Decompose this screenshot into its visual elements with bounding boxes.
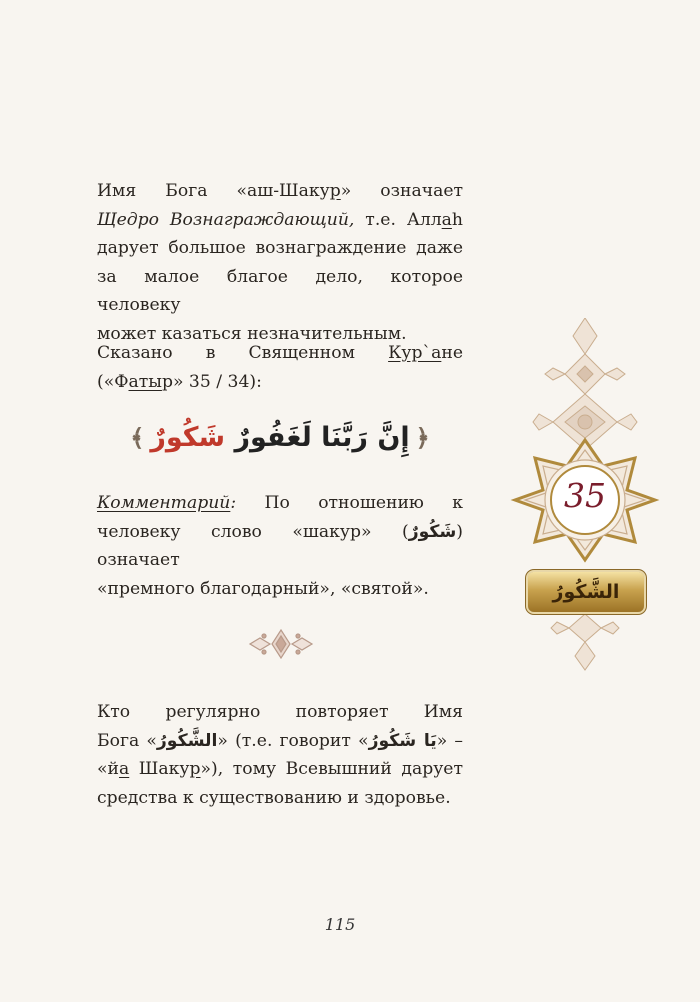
p3-line-3: «премного благодарный», «святой».	[97, 578, 429, 599]
p3-line-2: человеку слово «шакур» (شَكُورٌ) означает	[97, 521, 463, 570]
p2-line-1: Сказано в Священном Кур`ане	[97, 343, 463, 363]
ornament-divider-icon	[246, 626, 316, 662]
paragraph-commentary	[97, 489, 463, 603]
p3-line-1: Комментарий: По отношению к	[97, 493, 463, 513]
ayah-open-bracket: ﴿	[415, 424, 430, 452]
page-number: 115	[324, 915, 356, 934]
paragraph-name-meaning	[97, 177, 463, 348]
name-number: 35	[564, 476, 606, 515]
name-plate-arabic: الشَّكُورُ	[528, 572, 644, 612]
p1-line-4: за малое благое дело, которое человеку	[97, 266, 463, 315]
p1-line-3: дарует большое вознаграждение даже	[97, 238, 463, 258]
ayah-close-bracket: ﴾	[130, 424, 145, 452]
paragraph-quran-reference	[97, 339, 463, 396]
ayah-highlight-word: شَكُورٌ	[150, 422, 226, 453]
p2-line-2: («Фатыр» 35 / 34):	[97, 371, 262, 392]
commentary-label: Комментарий	[97, 493, 231, 513]
paragraph-recitation	[97, 698, 463, 812]
p4-line-1: Кто регулярно повторяет Имя	[97, 702, 463, 722]
p1-line-2: Щедро Вознаграждающий, т.е. Аллаh	[97, 209, 463, 230]
p4-line-3: «йа Шакур»), тому Всевышний дарует	[97, 759, 463, 779]
p1-line-1: Имя Бога «аш-Шакур» означает	[97, 181, 463, 201]
p4-line-2: Бога «الشَّكُورُ» (т.е. говорит «يَا شَكُورُ» –	[97, 730, 463, 751]
p4-line-4: средства к существованию и здоровье.	[97, 787, 451, 808]
p1-line-5: может казаться незначительным.	[97, 323, 407, 344]
ayah-main-text: إِنَّ رَبَّنَا لَغَفُورٌ	[225, 422, 410, 453]
quran-ayah	[97, 413, 463, 463]
